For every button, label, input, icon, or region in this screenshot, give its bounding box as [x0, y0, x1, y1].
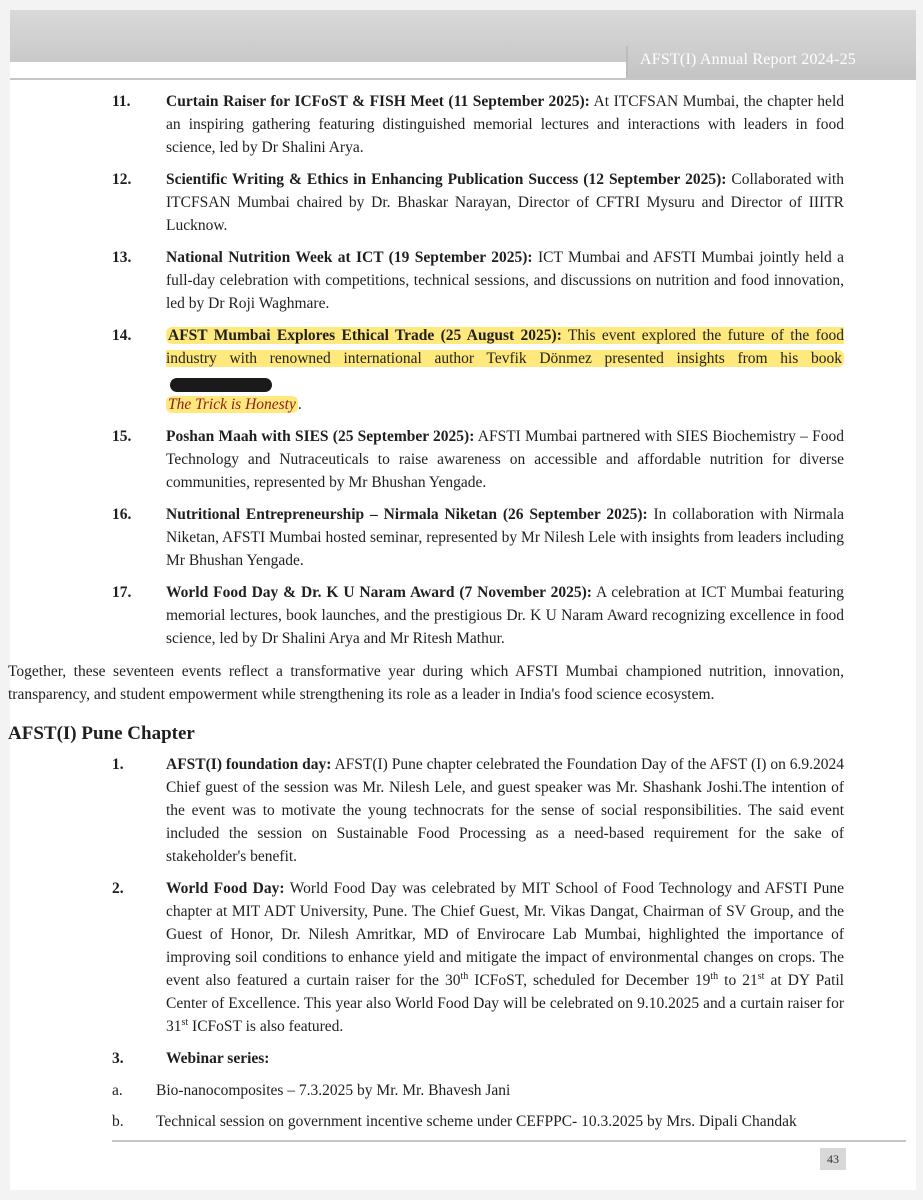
report-header-title: AFST(I) Annual Report 2024-25 [626, 46, 916, 78]
item-title: Curtain Raiser for ICFoST & FISH Meet (11 September 2025): [166, 93, 590, 110]
list-item [112, 1047, 844, 1070]
item-text: Collaborated with ITCFSAN Mumbai chaired by Dr. Bhaskar Narayan, Director of CFTRI Mysuru and Director of IIITR Lucknow. [166, 171, 844, 234]
item-number: 3. [112, 1050, 124, 1067]
summary-paragraph: Together, these seventeen events reflect a transformative year during which AFSTI Mumbai championed nutrition, innovation, transparency, and student empowerment while strengthening its role as a leader in India's food science ecosystem. [8, 663, 844, 703]
highlighted-list-item [112, 324, 844, 416]
item-number: 11. [112, 93, 131, 110]
highlight-mark [166, 327, 844, 367]
item-text: at DY Patil Center of Excellence. This year also World Food Day will be celebrated on 9.10.2025 and a curtain raiser for 31 [166, 972, 844, 1035]
sub-item-letter: a. [112, 1082, 123, 1099]
item-number: 12. [112, 171, 132, 188]
sub-list-item [58, 1079, 844, 1102]
item-title: Scientific Writing & Ethics in Enhancing Publication Success (12 September 2025): [166, 171, 727, 188]
item-number: 16. [112, 506, 132, 523]
header-divider [10, 78, 916, 80]
item-text: to 21 [718, 972, 758, 989]
page-number: 43 [820, 1148, 846, 1170]
item-number: 2. [112, 880, 124, 897]
item-text: AFST(I) Pune chapter celebrated the Foundation Day of the AFST (I) on 6.9.2024 Chief guest of the session was Mr. Nilesh Lele, and guest speaker was Mr. Shashank Joshi.The intention of the event was to motivate the young technocrats for the sense of social responsibilities. The said event included the session on Sustainable Food Processing as a need-based requirement for the sake of stakeholder's benefit. [166, 756, 844, 865]
superscript: st [757, 970, 765, 982]
item-text: AFSTI Mumbai partnered with SIES Biochemistry – Food Technology and Nutraceuticals to raise awareness on accessible and affordable nutrition for diverse communities, represented by Mr Bhushan Yengade. [166, 428, 844, 491]
superscript: st [181, 1016, 189, 1028]
list-item [112, 753, 844, 868]
list-item [112, 425, 844, 494]
superscript: th [460, 970, 469, 982]
item-text: This event explored the future of the food industry with renowned international author Tevfik Dönmez presented insights from his book [166, 327, 844, 367]
item-title: AFST(I) foundation day: [166, 756, 332, 773]
section-heading: AFST(I) Pune Chapter [8, 723, 195, 744]
list-item [112, 503, 844, 572]
superscript: th [710, 970, 719, 982]
item-text: World Food Day was celebrated by MIT School of Food Technology and AFSTI Pune chapter at MIT ADT University, Pune. The Chief Guest, Mr. Vikas Dangat, Chairman of SV Group, and the Guest of Honor, Dr. Nilesh Amritkar, MD of Envirocare Lab Mumbai, highlighted the importance of improving soil conditions to enhance yield and mitigate the impact of environmental changes on crops. The event also featured a curtain raiser for the 30 [166, 880, 844, 989]
item-text: A celebration at ICT Mumbai featuring memorial lectures, book launches, and the prestigious Dr. K U Naram Award recognizing excellence in food science, led by Dr Shalini Arya and Mr Ritesh Mathur. [166, 584, 844, 647]
item-end: . [297, 396, 302, 413]
item-text: At ITCFSAN Mumbai, the chapter held an inspiring gathering featuring distinguished memorial lectures and interactions with leaders in food science, led by Dr Shalini Arya. [166, 93, 844, 156]
item-number: 1. [112, 756, 124, 773]
item-text: ICT Mumbai and AFSTI Mumbai jointly held a full-day celebration with competitions, technical sessions, and discussions on nutrition and food innovation, led by Dr Roji Waghmare. [166, 249, 844, 312]
item-number: 14. [112, 327, 132, 344]
list-item [112, 877, 844, 1038]
book-title: The Trick is Honesty [168, 396, 296, 413]
item-title: Webinar series: [166, 1050, 270, 1067]
item-text: ICFoST, scheduled for December 19 [468, 972, 711, 989]
item-title: National Nutrition Week at ICT (19 September 2025): [166, 249, 533, 266]
item-number: 15. [112, 428, 132, 445]
sub-item-text: Technical session on government incentive scheme under CEFPPC- 10.3.2025 by Mrs. Dipali Chandak [156, 1113, 797, 1130]
item-title: Poshan Maah with SIES (25 September 2025): [166, 428, 475, 445]
sub-list-item [58, 1110, 844, 1133]
item-title: World Food Day & Dr. K U Naram Award (7 November 2025): [166, 584, 592, 601]
item-number: 13. [112, 249, 132, 266]
item-title: AFST Mumbai Explores Ethical Trade (25 August 2025): [168, 327, 562, 344]
item-title: Nutritional Entrepreneurship – Nirmala Niketan (26 September 2025): [166, 506, 648, 523]
list-item [112, 90, 844, 159]
page-content [8, 90, 845, 1141]
item-title: World Food Day: [166, 880, 285, 897]
item-text: ICFoST is also featured. [188, 1018, 344, 1035]
footer-divider [112, 1140, 906, 1142]
sub-item-text: Bio-nanocomposites – 7.3.2025 by Mr. Mr. Bhavesh Jani [156, 1082, 511, 1099]
item-number: 17. [112, 584, 132, 601]
sub-item-letter: b. [112, 1113, 124, 1130]
item-text: In collaboration with Nirmala Niketan, AFSTI Mumbai hosted seminar, represented by Mr Nilesh Lele with insights from leaders including Mr Bhushan Yengade. [166, 506, 845, 569]
list-item [112, 168, 844, 237]
list-item [112, 246, 844, 315]
list-item [112, 581, 844, 650]
redaction-mark [170, 378, 272, 392]
